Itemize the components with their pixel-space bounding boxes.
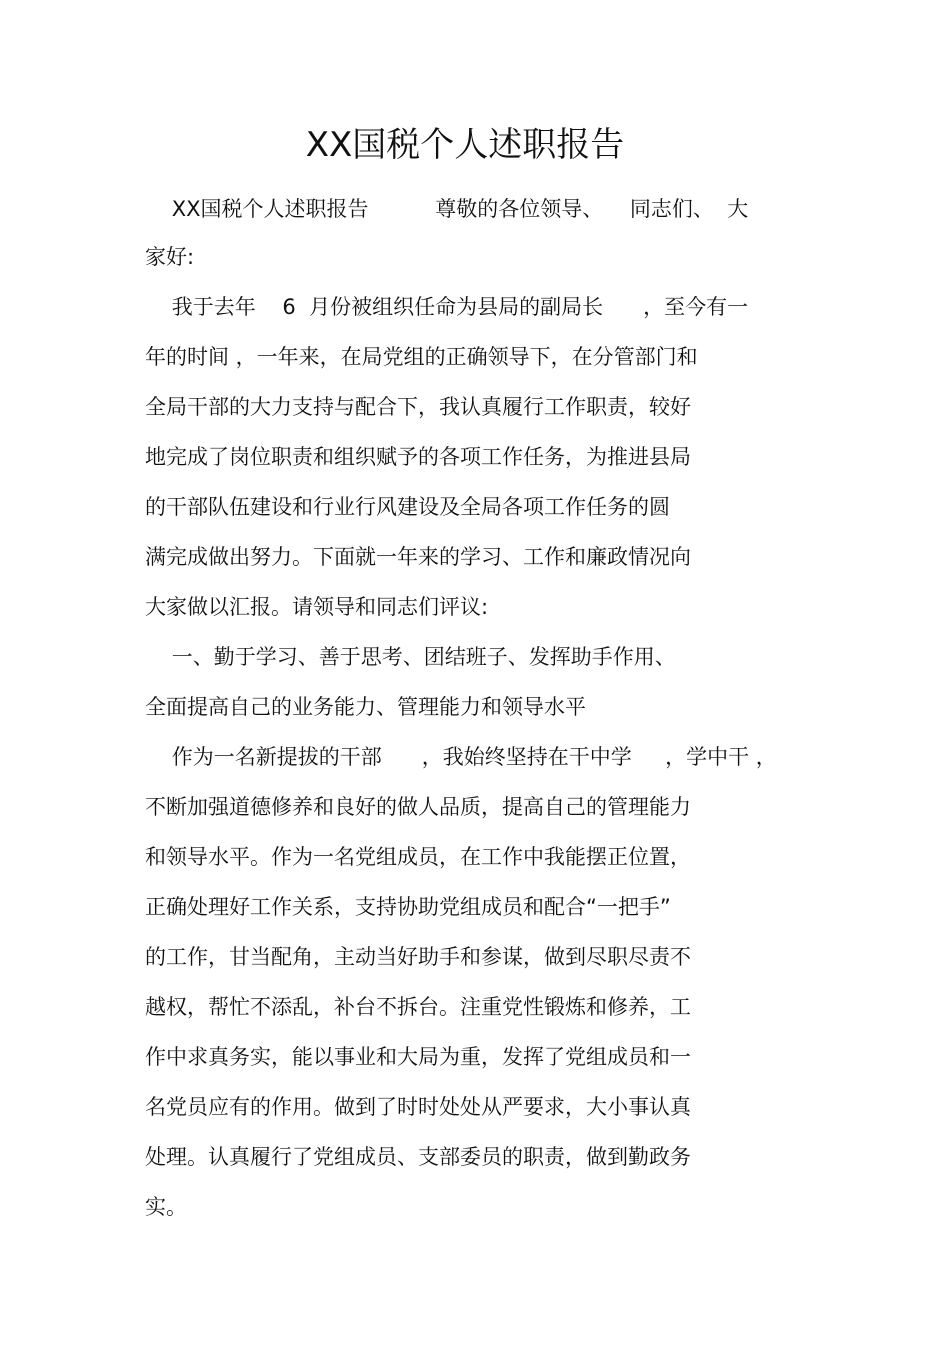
body-line: 越权，帮忙不添乱，补台不拆台。注重党性锻炼和修养，工 (145, 995, 691, 1019)
document-title: XX国税个人述职报告 (305, 125, 625, 165)
body-line: 全局干部的大力支持与配合下，我认真履行工作职责，较好 (145, 395, 691, 419)
body-line: 作为一名新提拔的干部 ，我始终坚持在干中学 ，学中干 ， (145, 745, 777, 769)
body-line: 大家做以汇报。请领导和同志们评议: (145, 595, 489, 619)
section-heading-line: 全面提高自己的业务能力、管理能力和领导水平 (145, 695, 586, 719)
body-line: 和领导水平。作为一名党组成员，在工作中我能摆正位置， (145, 845, 691, 869)
body-line: 名党员应有的作用。做到了时时处处从严要求，大小事认真 (145, 1095, 691, 1119)
body-line: 年的时间 ，一年来，在局党组的正确领导下，在分管部门和 (145, 345, 698, 369)
body-line: 满完成做出努力。下面就一年来的学习、工作和廉政情况向 (145, 545, 691, 569)
body-line: 不断加强道德修养和良好的做人品质，提高自己的管理能力 (145, 795, 691, 819)
body-line: 的工作，甘当配角，主动当好助手和参谋，做到尽职尽责不 (145, 945, 691, 969)
body-line: 作中求真务实，能以事业和大局为重，发挥了党组成员和一 (145, 1045, 691, 1069)
section-heading-line: 一、勤于学习、善于思考、团结班子、发挥助手作用、 (145, 645, 676, 669)
body-line: XX国税个人述职报告 尊敬的各位领导、 同志们、 大 (145, 197, 749, 221)
body-line: 实。 (145, 1195, 187, 1219)
body-line: 处理。认真履行了党组成员、支部委员的职责，做到勤政务 (145, 1145, 691, 1169)
body-line: 地完成了岗位职责和组织赋予的各项工作任务，为推进县局 (145, 445, 691, 469)
body-line: 家好: (145, 245, 195, 269)
body-line: 正确处理好工作关系，支持协助党组成员和配合“一把手” (145, 895, 671, 919)
body-line: 的干部队伍建设和行业行风建设及全局各项工作任务的圆 (145, 495, 670, 519)
body-line: 我于去年 6 月份被组织任命为县局的副局长 ，至今有一 (145, 295, 749, 319)
